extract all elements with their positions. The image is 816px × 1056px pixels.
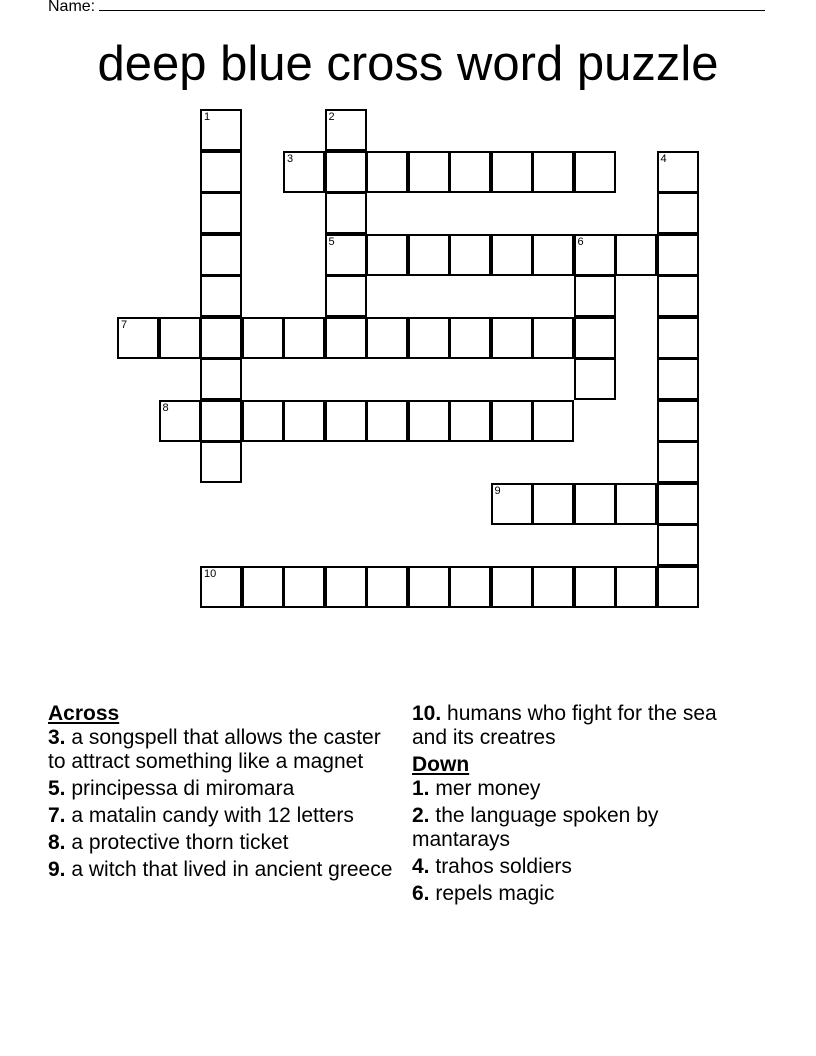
cell-number: 6 [577, 235, 584, 248]
clue-number: 2. [412, 804, 430, 827]
crossword-cell[interactable] [532, 317, 574, 359]
crossword-cell[interactable] [325, 192, 367, 234]
crossword-cell[interactable] [366, 234, 408, 276]
cell-number: 4 [660, 152, 667, 165]
crossword-cell[interactable] [657, 483, 699, 525]
crossword-cell[interactable] [200, 317, 242, 359]
crossword-cell[interactable] [532, 400, 574, 442]
crossword-cell[interactable] [408, 566, 450, 608]
crossword-cell[interactable] [200, 151, 242, 193]
cell-number: 7 [121, 318, 128, 331]
crossword-cell[interactable] [532, 234, 574, 276]
crossword-cell[interactable] [449, 317, 491, 359]
clue-text: principessa di miromara [71, 777, 295, 800]
clue-number: 1. [412, 777, 430, 800]
crossword-cell[interactable] [657, 234, 699, 276]
clue-text: a matalin candy with 12 letters [71, 804, 354, 827]
name-label: Name: [48, 0, 96, 15]
clue-number: 6. [412, 882, 430, 905]
crossword-cell[interactable] [283, 566, 325, 608]
crossword-cell[interactable] [200, 192, 242, 234]
crossword-cell[interactable] [574, 151, 616, 193]
clue-across-3 [48, 726, 400, 774]
crossword-cell[interactable] [574, 483, 616, 525]
cell-number: 2 [328, 111, 335, 123]
crossword-cell[interactable] [200, 275, 242, 317]
crossword-cell[interactable] [200, 234, 242, 276]
cell-number: 3 [287, 152, 294, 165]
cell-number: 8 [162, 401, 169, 414]
crossword-cell[interactable] [657, 275, 699, 317]
crossword-cell[interactable] [574, 275, 616, 317]
crossword-cell[interactable] [408, 400, 450, 442]
crossword-cell[interactable] [159, 317, 201, 359]
clue-across-8 [48, 831, 400, 855]
crossword-cell[interactable] [491, 400, 533, 442]
crossword-cell[interactable] [657, 566, 699, 608]
clue-across-10 [412, 702, 742, 750]
crossword-cell[interactable] [449, 566, 491, 608]
crossword-cell[interactable] [491, 234, 533, 276]
crossword-cell[interactable] [408, 234, 450, 276]
crossword-cell[interactable] [242, 400, 284, 442]
clue-across-5 [48, 777, 400, 801]
clue-number: 3. [48, 726, 66, 749]
clue-number: 9. [48, 858, 66, 881]
crossword-cell[interactable] [615, 566, 657, 608]
clue-down-6 [412, 882, 742, 906]
crossword-cell[interactable] [325, 317, 367, 359]
crossword-cell[interactable] [491, 483, 533, 525]
clue-text: the language spoken by mantarays [412, 804, 659, 851]
crossword-cell[interactable] [574, 317, 616, 359]
crossword-cell[interactable] [574, 358, 616, 400]
crossword-cell[interactable] [532, 483, 574, 525]
crossword-cell[interactable] [325, 151, 367, 193]
clue-text: repels magic [435, 882, 555, 905]
clue-number: 4. [412, 855, 430, 878]
clue-text: a protective thorn ticket [71, 831, 289, 854]
crossword-cell[interactable] [449, 234, 491, 276]
crossword-cell[interactable] [117, 317, 159, 359]
crossword-cell[interactable] [366, 566, 408, 608]
clue-down-2 [412, 804, 742, 852]
crossword-cell[interactable] [366, 151, 408, 193]
crossword-cell[interactable] [532, 566, 574, 608]
crossword-cell[interactable] [574, 234, 616, 276]
clue-text: trahos soldiers [435, 855, 572, 878]
down-heading: Down [412, 753, 470, 776]
clue-text: a songspell that allows the caster to attract something like a magnet [48, 726, 381, 773]
clue-across-9 [48, 858, 400, 882]
cell-number: 10 [204, 567, 217, 580]
crossword-cell[interactable] [615, 234, 657, 276]
clue-number: 10. [412, 702, 442, 725]
crossword-cell[interactable] [325, 566, 367, 608]
crossword-cell[interactable] [325, 275, 367, 317]
crossword-cell[interactable] [657, 400, 699, 442]
crossword-cell[interactable] [657, 151, 699, 193]
crossword-cell[interactable] [242, 566, 284, 608]
crossword-cell[interactable] [532, 151, 574, 193]
crossword-cell[interactable] [200, 441, 242, 483]
clue-down-4 [412, 855, 742, 879]
crossword-cell[interactable] [200, 566, 242, 608]
crossword-cell[interactable] [283, 151, 325, 193]
crossword-cell[interactable] [615, 483, 657, 525]
crossword-cell[interactable] [325, 234, 367, 276]
crossword-cell[interactable] [657, 524, 699, 566]
clue-text: mer money [435, 777, 541, 800]
crossword-cell[interactable] [408, 151, 450, 193]
crossword-cell[interactable] [657, 192, 699, 234]
across-heading: Across [48, 702, 120, 725]
crossword-cell[interactable] [491, 566, 533, 608]
crossword-cell[interactable] [449, 151, 491, 193]
clue-number: 7. [48, 804, 66, 827]
cell-number: 5 [328, 235, 335, 248]
crossword-cell[interactable] [242, 317, 284, 359]
crossword-cell[interactable] [491, 151, 533, 193]
crossword-cell[interactable] [283, 317, 325, 359]
crossword-cell[interactable] [159, 400, 201, 442]
clues-column-left [48, 702, 400, 885]
crossword-cell[interactable] [200, 109, 242, 151]
clue-number: 8. [48, 831, 66, 854]
crossword-cell[interactable] [657, 317, 699, 359]
crossword-cell[interactable] [366, 317, 408, 359]
crossword-cell[interactable] [408, 317, 450, 359]
cell-number: 9 [494, 484, 501, 497]
crossword-cell[interactable] [491, 317, 533, 359]
crossword-cell[interactable] [657, 441, 699, 483]
crossword-cell[interactable] [366, 400, 408, 442]
crossword-cell[interactable] [325, 400, 367, 442]
clue-text: a witch that lived in ancient greece [71, 858, 393, 881]
crossword-cell[interactable] [325, 109, 367, 151]
clue-number: 5. [48, 777, 66, 800]
crossword-cell[interactable] [574, 566, 616, 608]
crossword-cell[interactable] [200, 400, 242, 442]
crossword-cell[interactable] [283, 400, 325, 442]
clue-text: humans who fight for the sea and its creatres [412, 702, 717, 749]
cell-number: 1 [204, 111, 211, 123]
crossword-cell[interactable] [200, 358, 242, 400]
clues-column-right [412, 702, 742, 909]
crossword-cell[interactable] [657, 358, 699, 400]
crossword-cell[interactable] [449, 400, 491, 442]
clue-down-1 [412, 777, 742, 801]
clue-across-7 [48, 804, 400, 828]
page-title: deep blue cross word puzzle [97, 37, 719, 91]
